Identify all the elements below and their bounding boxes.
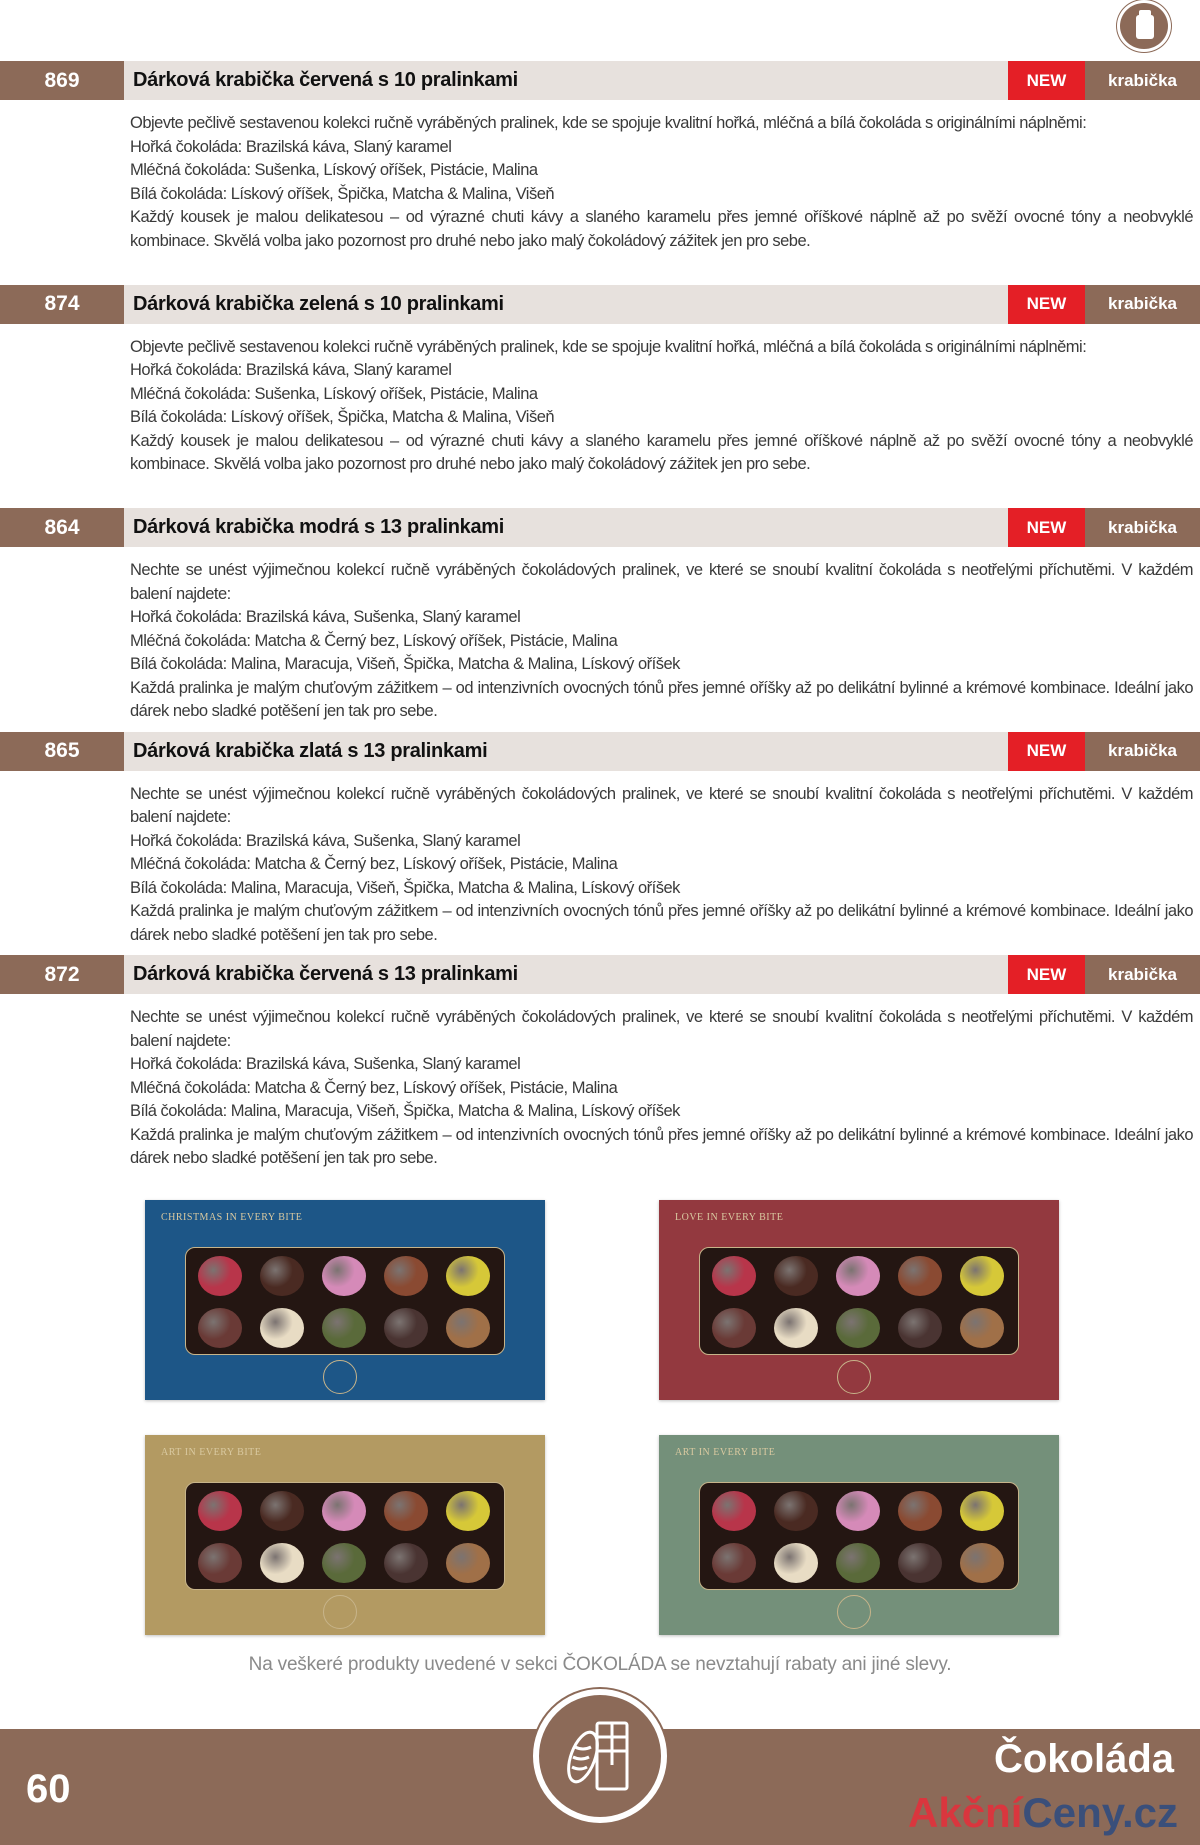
new-badge: NEW — [1008, 508, 1085, 547]
intro-text: Nechte se unést výjimečnou kolekcí ručně vyráběných čokoládových pralinek, ve které se snoubí kvalitní čokoláda s neotřelými příchutěmi. V každém balení najdete: — [130, 561, 1193, 603]
new-badge: NEW — [1008, 285, 1085, 324]
praline — [198, 1543, 242, 1583]
gift-box-image — [659, 1435, 1059, 1635]
new-badge: NEW — [1008, 732, 1085, 771]
flavor-line: Mléčná čokoláda: Matcha & Černý bez, Lískový oříšek, Pistácie, Malina — [130, 1078, 618, 1097]
praline — [836, 1308, 880, 1348]
chocolate-category-icon — [533, 1689, 667, 1823]
product-number: 865 — [0, 732, 124, 771]
product-header — [0, 955, 1200, 994]
praline — [898, 1543, 942, 1583]
packaging-badge: krabička — [1085, 955, 1200, 994]
product-header — [0, 732, 1200, 771]
praline — [384, 1308, 428, 1348]
praline — [960, 1308, 1004, 1348]
box-label: ART IN EVERY BITE — [675, 1447, 776, 1458]
product-number: 874 — [0, 285, 124, 324]
praline — [322, 1491, 366, 1531]
product-title: Dárková krabička zlatá s 13 pralinkami — [124, 732, 1008, 771]
praline — [960, 1256, 1004, 1296]
box-label: CHRISTMAS IN EVERY BITE — [161, 1212, 303, 1223]
praline — [260, 1543, 304, 1583]
flavor-line: Bílá čokoláda: Lískový oříšek, Špička, Matcha & Malina, Višeň — [130, 184, 555, 203]
brand-logo — [323, 1595, 357, 1629]
flavor-line: Hořká čokoláda: Brazilská káva, Slaný karamel — [130, 361, 452, 379]
product-number: 869 — [0, 61, 124, 100]
product-section — [0, 955, 1200, 1179]
packaging-icon — [1117, 0, 1171, 52]
product-header — [0, 285, 1200, 324]
praline — [774, 1543, 818, 1583]
gift-box-image — [145, 1435, 545, 1635]
flavor-line: Bílá čokoláda: Malina, Maracuja, Višeň, Špička, Matcha & Malina, Lískový oříšek — [130, 655, 680, 673]
product-section — [0, 732, 1200, 956]
flavor-line: Mléčná čokoláda: Matcha & Černý bez, Lískový oříšek, Pistácie, Malina — [130, 631, 618, 650]
praline — [322, 1256, 366, 1296]
flavor-line: Hořká čokoláda: Brazilská káva, Sušenka, Slaný karamel — [130, 1055, 521, 1073]
brand-logo — [837, 1360, 871, 1394]
watermark: AkčníCeny.cz — [908, 1789, 1178, 1836]
page-number: 60 — [26, 1767, 71, 1811]
brand-logo — [837, 1595, 871, 1629]
product-section — [0, 285, 1200, 509]
box-window — [699, 1482, 1019, 1590]
praline — [446, 1491, 490, 1531]
praline — [836, 1491, 880, 1531]
flavor-line: Bílá čokoláda: Malina, Maracuja, Višeň, Špička, Matcha & Malina, Lískový oříšek — [130, 878, 680, 897]
closing-text: Každý kousek je malou delikatesou – od výrazné chuti kávy a slaného karamelu přes jemné oříškové náplně až po svěží ovocné tóny a neobvyklé kombinace. Skvělá volba jako pozornost pro druhé nebo jako malý čokoládový zážitek jen pro sebe. — [130, 208, 1193, 250]
disclaimer: Na veškeré produkty uvedené v sekci ČOKOLÁDA se nevztahují rabaty ani jiné slevy. — [248, 1654, 952, 1675]
praline — [384, 1543, 428, 1583]
praline — [774, 1491, 818, 1531]
praline — [898, 1491, 942, 1531]
product-list — [0, 61, 1200, 1179]
box-window — [185, 1482, 505, 1590]
section-title: Čokoláda — [993, 1737, 1174, 1781]
product-title: Dárková krabička červená s 13 pralinkami — [124, 955, 1008, 994]
praline — [712, 1491, 756, 1531]
closing-text: Každá pralinka je malým chuťovým zážitkem – od intenzivních ovocných tónů přes jemné oříšky až po delikátní bylinné a krémové kombinace. Ideální jako dárek nebo sladké potěšení jen tak pro sebe. — [130, 678, 1193, 720]
gift-box-image — [659, 1200, 1059, 1400]
closing-text: Každá pralinka je malým chuťovým zážitkem – od intenzivních ovocných tónů přes jemné oříšky až po delikátní bylinné a krémové kombinace. Ideální jako dárek nebo sladké potěšení jen tak pro sebe. — [130, 1125, 1193, 1167]
product-number: 864 — [0, 508, 124, 547]
flavor-line: Mléčná čokoláda: Sušenka, Lískový oříšek, Pistácie, Malina — [130, 161, 538, 179]
box-label: LOVE IN EVERY BITE — [675, 1212, 784, 1223]
new-badge: NEW — [1008, 955, 1085, 994]
product-description — [0, 771, 1200, 948]
praline — [898, 1308, 942, 1348]
praline — [960, 1491, 1004, 1531]
praline — [774, 1256, 818, 1296]
packaging-badge: krabička — [1085, 732, 1200, 771]
praline — [260, 1256, 304, 1296]
product-number: 872 — [0, 955, 124, 994]
flavor-line: Bílá čokoláda: Lískový oříšek, Špička, Matcha & Malina, Višeň — [130, 408, 555, 426]
closing-text: Každá pralinka je malým chuťovým zážitkem – od intenzivních ovocných tónů přes jemné oříšky až po delikátní bylinné a krémové kombinace. Ideální jako dárek nebo sladké potěšení jen tak pro sebe. — [130, 902, 1193, 944]
product-title: Dárková krabička červená s 10 pralinkami — [124, 61, 1008, 100]
praline — [712, 1308, 756, 1348]
praline — [384, 1256, 428, 1296]
product-header — [0, 61, 1200, 100]
product-description — [0, 324, 1200, 477]
product-description — [0, 994, 1200, 1171]
praline — [198, 1308, 242, 1348]
praline — [446, 1256, 490, 1296]
praline — [198, 1256, 242, 1296]
product-title: Dárková krabička zelená s 10 pralinkami — [124, 285, 1008, 324]
box-window — [185, 1247, 505, 1355]
box-window — [699, 1247, 1019, 1355]
intro-text: Nechte se unést výjimečnou kolekcí ručně vyráběných čokoládových pralinek, ve které se snoubí kvalitní čokoláda s neotřelými příchutěmi. V každém balení najdete: — [130, 784, 1193, 826]
jar-icon — [1136, 15, 1154, 39]
praline — [712, 1256, 756, 1296]
praline — [960, 1543, 1004, 1583]
product-description — [0, 100, 1200, 253]
new-badge: NEW — [1008, 61, 1085, 100]
product-title: Dárková krabička modrá s 13 pralinkami — [124, 508, 1008, 547]
praline — [322, 1543, 366, 1583]
flavor-line: Hořká čokoláda: Brazilská káva, Slaný karamel — [130, 137, 452, 156]
product-section — [0, 61, 1200, 285]
brand-logo — [323, 1360, 357, 1394]
praline — [898, 1256, 942, 1296]
praline — [384, 1491, 428, 1531]
flavor-line: Hořká čokoláda: Brazilská káva, Sušenka, Slaný karamel — [130, 831, 521, 850]
intro-text: Objevte pečlivě sestavenou kolekci ručně vyráběných pralinek, kde se spojuje kvalitní hořká, mléčná a bílá čokoláda s originálními náplněmi: — [130, 337, 1087, 356]
praline — [260, 1308, 304, 1348]
gift-box-image — [145, 1200, 545, 1400]
intro-text: Nechte se unést výjimečnou kolekcí ručně vyráběných čokoládových pralinek, ve které se snoubí kvalitní čokoláda s neotřelými příchutěmi. V každém balení najdete: — [130, 1008, 1193, 1050]
praline — [836, 1256, 880, 1296]
packaging-badge: krabička — [1085, 508, 1200, 547]
closing-text: Každý kousek je malou delikatesou – od výrazné chuti kávy a slaného karamelu přes jemné oříškové náplně až po svěží ovocné tóny a neobvyklé kombinace. Skvělá volba jako pozornost pro druhé nebo jako malý čokoládový zážitek jen pro sebe. — [130, 431, 1193, 473]
intro-text: Objevte pečlivě sestavenou kolekci ručně vyráběných pralinek, kde se spojuje kvalitní hořká, mléčná a bílá čokoláda s originálními náplněmi: — [130, 114, 1087, 132]
praline — [446, 1308, 490, 1348]
flavor-line: Mléčná čokoláda: Sušenka, Lískový oříšek, Pistácie, Malina — [130, 384, 538, 403]
praline — [774, 1308, 818, 1348]
product-description — [0, 547, 1200, 724]
praline — [198, 1491, 242, 1531]
praline — [322, 1308, 366, 1348]
praline — [836, 1543, 880, 1583]
flavor-line: Mléčná čokoláda: Matcha & Černý bez, Lískový oříšek, Pistácie, Malina — [130, 855, 618, 873]
flavor-line: Hořká čokoláda: Brazilská káva, Sušenka, Slaný karamel — [130, 608, 521, 626]
flavor-line: Bílá čokoláda: Malina, Maracuja, Višeň, Špička, Matcha & Malina, Lískový oříšek — [130, 1102, 680, 1120]
praline — [712, 1543, 756, 1583]
product-header — [0, 508, 1200, 547]
box-label: ART IN EVERY BITE — [161, 1447, 262, 1458]
praline — [260, 1491, 304, 1531]
packaging-badge: krabička — [1085, 285, 1200, 324]
product-section — [0, 508, 1200, 732]
packaging-badge: krabička — [1085, 61, 1200, 100]
praline — [446, 1543, 490, 1583]
